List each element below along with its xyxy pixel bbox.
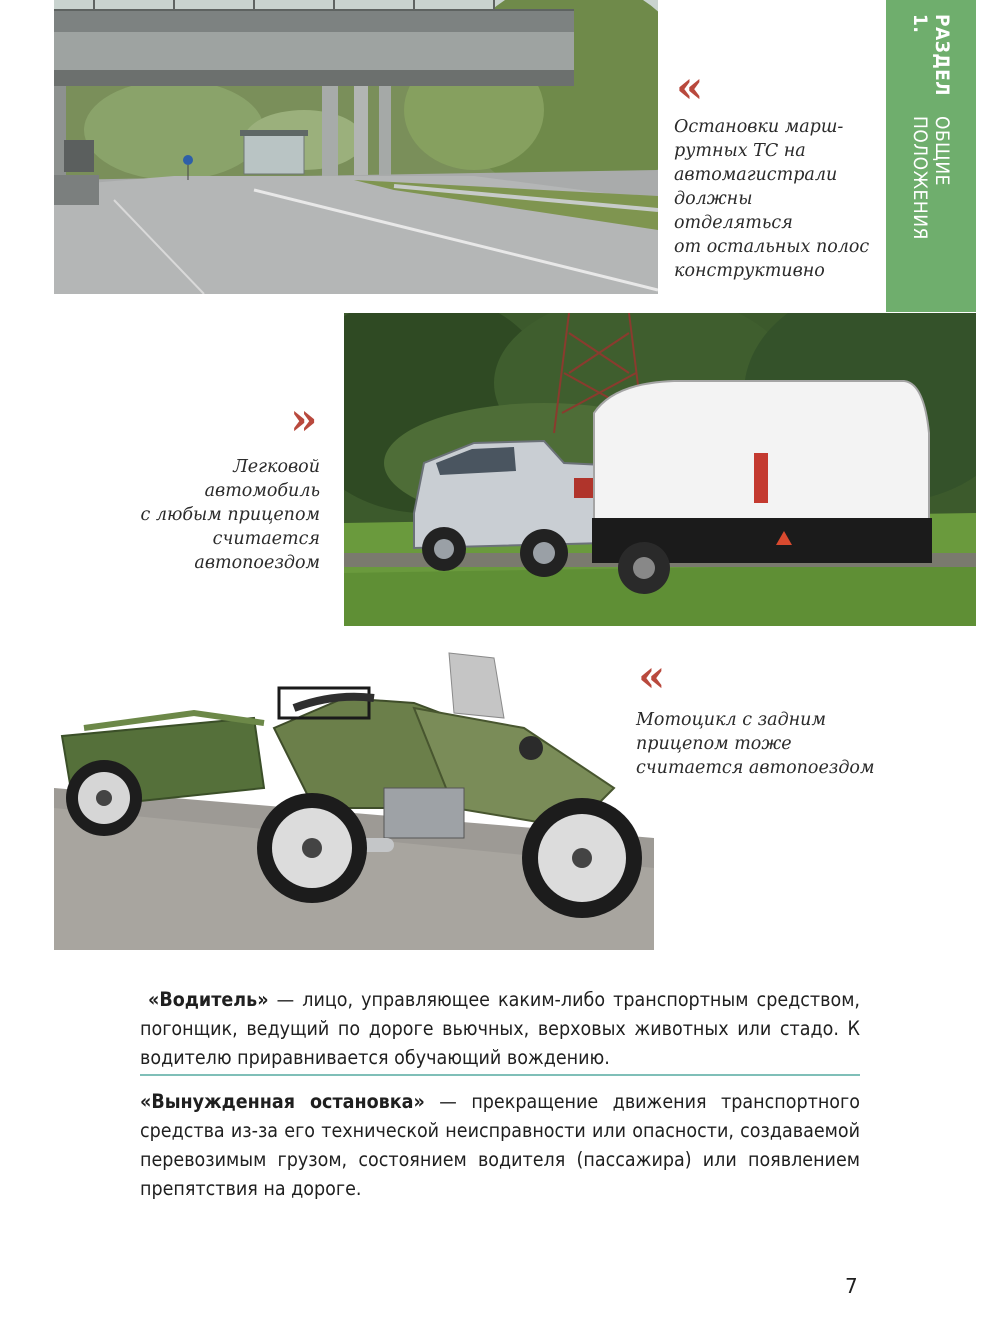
caption-text: Мотоцикл с задним прицепом тоже считается автопоездом xyxy=(636,710,875,778)
caption-text: Остановки марш- рутных ТС на автомагистрали должны отделяться от остальных полос конструктивно xyxy=(674,117,870,281)
definition-driver xyxy=(140,985,860,1072)
left-quote-icon: « xyxy=(676,62,704,113)
caption-car-trailer xyxy=(120,455,320,575)
definition-term: «Вынужденная остановка» xyxy=(140,1090,425,1113)
photo-motorcycle-with-trailer xyxy=(54,638,654,950)
photo-car-with-trailer xyxy=(344,313,976,626)
definition-term: «Водитель» xyxy=(148,988,269,1011)
photo-highway-bus-stop xyxy=(54,0,658,294)
definition-forced-stop xyxy=(140,1087,860,1203)
page-number: 7 xyxy=(845,1274,858,1298)
left-quote-icon-2: « xyxy=(638,651,666,702)
section-number: РАЗДЕЛ 1. xyxy=(909,14,953,96)
right-quote-icon: » xyxy=(290,394,318,445)
definition-text: — лицо, управляющее каким-либо транспортным средством, погонщик, ведущий по дороге вьючных, верховых животных или стадо. К водителю приравнивается обучающий вождению. xyxy=(140,988,860,1069)
definition-text: — прекращение движения транспортного средства из-за его технической неисправности или опасности, создаваемой перевозимым грузом, состоянием водителя (пассажира) или появлением препятствия на дороге. xyxy=(140,1090,860,1200)
section-side-tab-text xyxy=(886,14,976,304)
divider xyxy=(140,1074,860,1076)
caption-motorcycle-trailer xyxy=(636,708,896,780)
section-title: ОБЩИЕ ПОЛОЖЕНИЯ xyxy=(909,115,953,240)
caption-text: Легковой автомобиль с любым прицепом считается автопоездом xyxy=(140,457,320,573)
section-side-tab xyxy=(886,0,976,312)
caption-bus-stops xyxy=(674,115,874,283)
